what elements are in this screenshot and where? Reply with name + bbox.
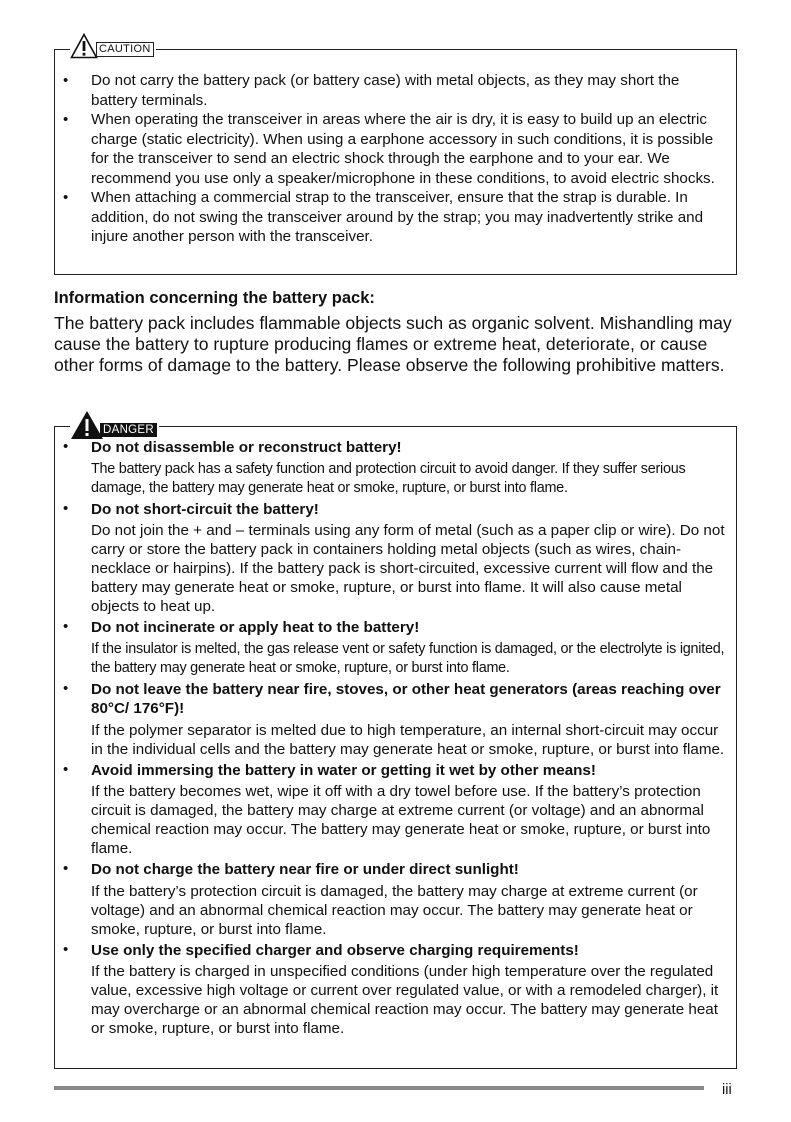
battery-info-intro: The battery pack includes flammable objects such as organic solvent. Mishandling may cause the battery to rupture producing flames or extreme heat, deteriorate, or cause other forms of damage to the battery. Please observe the following prohibitive matters. — [54, 313, 732, 375]
caution-label: CAUTION — [96, 42, 154, 57]
danger-triangle-icon — [70, 410, 104, 440]
danger-item-body: If the battery is charged in unspecified conditions (under high temperature over the regulated value, excessive high voltage or current over regulated value, or with a remodeled charger), it may overcharge or an abnormal chemical reaction may occur. The battery may generate heat or smoke, rupture, or burst into flame. — [91, 963, 719, 1037]
page-number: iii — [722, 1082, 732, 1098]
danger-item-title: • Do not charge the battery near fire or under direct sunlight! — [91, 861, 519, 878]
battery-info-heading: Information concerning the battery pack: — [54, 289, 375, 307]
caution-list — [55, 71, 736, 247]
danger-item — [55, 680, 736, 759]
caution-item: • When operating the transceiver in areas where the air is dry, it is easy to build up an electric charge (static electricity). When using a earphone accessory in such conditions, it is possible for the transceiver to send an electric shock through the earphone and to your ear. We recommend you use only a speaker/microphone in these conditions, to avoid electric shocks. — [55, 110, 736, 188]
danger-label: DANGER — [100, 423, 157, 437]
caution-box — [54, 43, 737, 275]
danger-item-title: • Avoid immersing the battery in water or getting it wet by other means! — [91, 761, 596, 779]
danger-item-title: • Do not disassemble or reconstruct battery! — [91, 439, 402, 456]
warning-triangle-icon — [70, 33, 98, 59]
danger-item — [55, 618, 736, 678]
footer-divider — [54, 1086, 704, 1090]
danger-item-body: If the polymer separator is melted due to high temperature, an internal short-circuit may occur in the individual cells and the battery may generate heat or smoke, rupture, or burst into flame. — [91, 721, 725, 758]
danger-item-title: • Use only the specified charger and observe charging requirements! — [91, 941, 579, 959]
danger-item-body: The battery pack has a safety function and protection circuit to avoid danger. If they suffer serious damage, the battery may generate heat or smoke, rupture, or burst into flame. — [91, 460, 686, 496]
danger-item — [55, 860, 736, 939]
danger-item-body: If the battery becomes wet, wipe it off with a dry towel before use. If the battery’s protection circuit is damaged, the battery may charge at extreme current (or voltage) and an abnormal chemical reaction may occur. The battery may generate heat or smoke, rupture, or burst into flame. — [91, 783, 711, 857]
danger-item — [55, 500, 736, 617]
danger-box — [54, 426, 737, 1069]
danger-item — [55, 761, 736, 859]
danger-item-title: • Do not incinerate or apply heat to the battery! — [91, 619, 420, 636]
danger-item-title: • Do not leave the battery near fire, stoves, or other heat generators (areas reaching over 80°C/ 176°F)! — [91, 680, 721, 717]
danger-item-title: • Do not short-circuit the battery! — [91, 500, 319, 518]
caution-header — [70, 33, 156, 59]
danger-list — [55, 438, 736, 1040]
danger-item-body: If the battery’s protection circuit is damaged, the battery may charge at extreme current (or voltage) and an abnormal chemical reaction may occur. The battery may generate heat or smoke, rupture, or burst into flame. — [91, 882, 698, 938]
danger-item-body: If the insulator is melted, the gas release vent or safety function is damaged, or the electrolyte is ignited, the battery may generate heat or smoke, rupture, or burst into flame. — [91, 640, 725, 676]
danger-item — [55, 941, 736, 1039]
danger-item — [55, 438, 736, 498]
caution-item: • When attaching a commercial strap to the transceiver, ensure that the strap is durable. In addition, do not swing the transceiver around by the strap; you may inadvertently strike and injure another person with the transceiver. — [55, 188, 736, 247]
danger-item-body: Do not join the + and – terminals using any form of metal (such as a paper clip or wire). Do not carry or store the battery pack in containers holding metal objects (such as wires, chain-necklace or hairpins). If the battery pack is short-circuited, excessive current will flow and the battery may generate heat or smoke, rupture, or burst into flame. It will also cause metal objects to heat up. — [91, 522, 725, 615]
danger-header — [70, 410, 159, 440]
caution-item: • Do not carry the battery pack (or battery case) with metal objects, as they may short the battery terminals. — [55, 71, 736, 110]
